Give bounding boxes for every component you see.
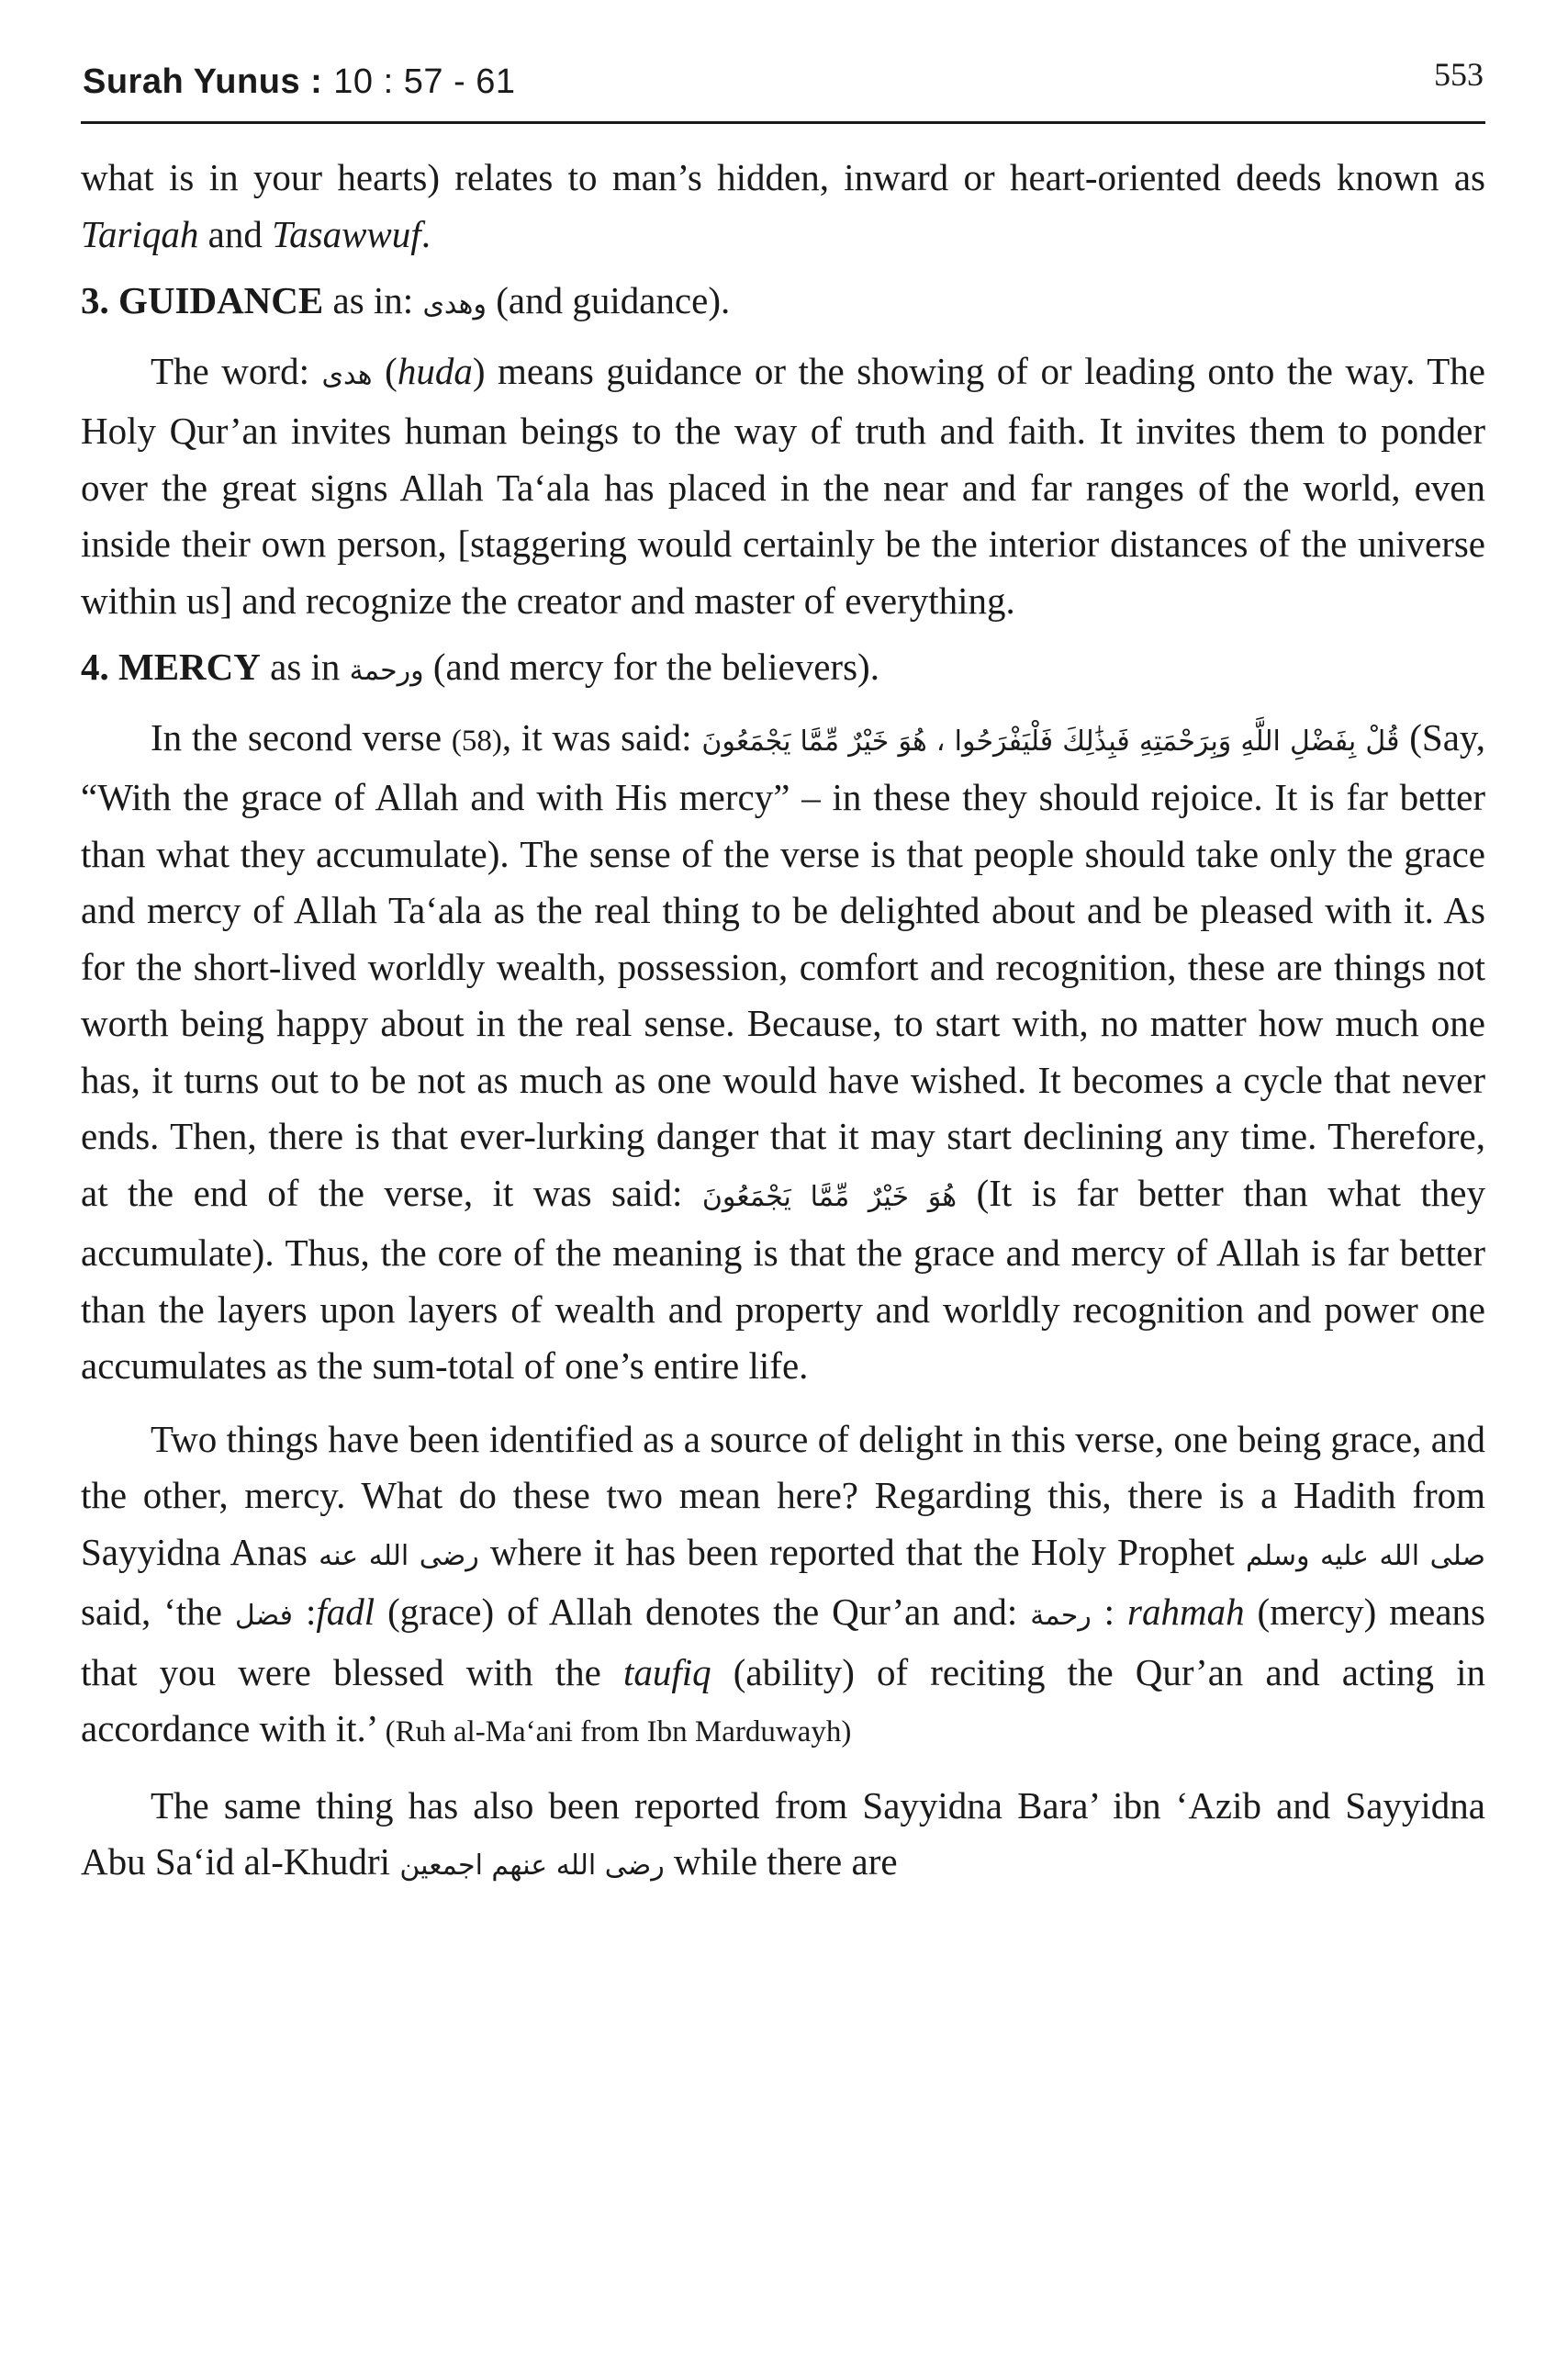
section-heading-guidance: 3. GUIDANCE: [81, 279, 324, 321]
paragraph-1: what is in your hearts) relates to man’s hidden, inward or heart-oriented deeds known as Tariqah and Tasawwuf.: [81, 156, 1485, 255]
arabic-text: هدى: [321, 358, 373, 391]
page-body: [81, 150, 1485, 1894]
term-tasawwuf: Tasawwuf: [272, 212, 421, 255]
term-huda: huda: [397, 349, 473, 392]
section-heading-mercy: 4. MERCY: [81, 646, 261, 688]
arabic-honorific: رضى الله عنه: [319, 1539, 479, 1572]
arabic-text: ورحمة: [349, 655, 424, 687]
source-citation: (Ruh al-Ma‘ani from Ibn Marduwayh): [385, 1715, 852, 1748]
page-number: 553: [1434, 56, 1484, 93]
running-title: [83, 62, 516, 102]
term-tariqah: Tariqah: [81, 212, 199, 255]
arabic-verse: هُوَ خَيْرٌ مِّمَّا يَجْمَعُونَ: [701, 1180, 958, 1213]
arabic-text: وهدى: [422, 288, 487, 320]
arabic-honorific: رضى الله عنهم اجمعين: [399, 1849, 665, 1882]
paragraph-verse-58: In the second verse (58), it was said: قُلْ بِفَضْلِ اللَّهِ وَبِرَحْمَتِهِ فَبِذَٰلِكَ فَلْيَفْرَحُوا ، هُوَ خَيْرٌ مِّمَّا يَجْمَعُونَ (Say, “With the grace of Allah and with His mercy” – in these they should rejoice. It is far better than what they accumulate). The sense of the verse is that people should take only the grace and mercy of Allah Ta‘ala as the real thing to be delighted about and be pleased with it. As for the short-lived worldly wealth, possession, comfort and recognition, these are things not worth being happy about in the real sense. Because, to start with, no matter how much one has, it turns out to be not as much as one would have wished. It becomes a cycle that never ends. Then, there is that ever-lurking danger that it may start declining any time. Therefore, at the end of the verse, it was said: هُوَ خَيْرٌ مِّمَّا يَجْمَعُونَ (It is far better than what they accumulate). Thus, the core of the meaning is that the grace and mercy of Allah is far better than the layers upon layers of wealth and property and worldly recognition and power one accumulates as the sum-total of one’s entire life.: [81, 715, 1485, 1387]
verse-number: (58): [451, 724, 502, 758]
paragraph-bara: The same thing has also been reported from Sayyidna Bara’ ibn ‘Azib and Sayyidna Abu Sa‘id al-Khudri رضى الله عنهم اجمعين while there are: [81, 1783, 1485, 1883]
arabic-honorific: صلى الله عليه وسلم: [1245, 1539, 1486, 1572]
book-page: [81, 48, 1485, 1905]
running-header: [81, 48, 1485, 124]
term-rahmah: rahmah: [1127, 1591, 1245, 1633]
term-fadl: fadl: [316, 1591, 375, 1633]
paragraph-hadith-anas: Two things have been identified as a source of delight in this verse, one being grace, and the other, mercy. What do these two mean here? Regarding this, there is a Hadith from Sayyidna Anas رضى الله عنه where it has been reported that the Holy Prophet صلى الله عليه وسلم said, ‘the فضل :fadl (grace) of Allah denotes the Qur’an and: رحمة : rahmah (mercy) means that you were blessed with the taufiq (ability) of reciting the Qur’an and acting in accordance with it.’ (Ruh al-Ma‘ani from Ibn Marduwayh): [81, 1417, 1486, 1749]
paragraph-huda: The word: هدى (huda) means guidance or the showing of or leading onto the way. The Holy Qur’an invites human beings to the way of truth and faith. It invites them to ponder over the great signs Allah Ta‘ala has placed in the near and far ranges of the world, even inside their own person, [staggering would certainly be the interior distances of the universe within us] and recognize the creator and master of everything.: [81, 349, 1485, 622]
arabic-text: رحمة: [1030, 1600, 1092, 1632]
arabic-verse: قُلْ بِفَضْلِ اللَّهِ وَبِرَحْمَتِهِ فَبِذَٰلِكَ فَلْيَفْرَحُوا ، هُوَ خَيْرٌ مِّمَّا يَجْمَعُونَ: [701, 725, 1400, 758]
arabic-text: فضل: [234, 1600, 293, 1632]
section-guidance: 3. GUIDANCE as in: وهدى (and guidance).: [81, 279, 731, 321]
verse-reference: 10 : 57 - 61: [333, 62, 516, 101]
term-taufiq: taufiq: [622, 1650, 711, 1693]
surah-name: Surah Yunus :: [83, 62, 323, 101]
section-mercy: 4. MERCY as in ورحمة (and mercy for the believers).: [81, 646, 879, 688]
